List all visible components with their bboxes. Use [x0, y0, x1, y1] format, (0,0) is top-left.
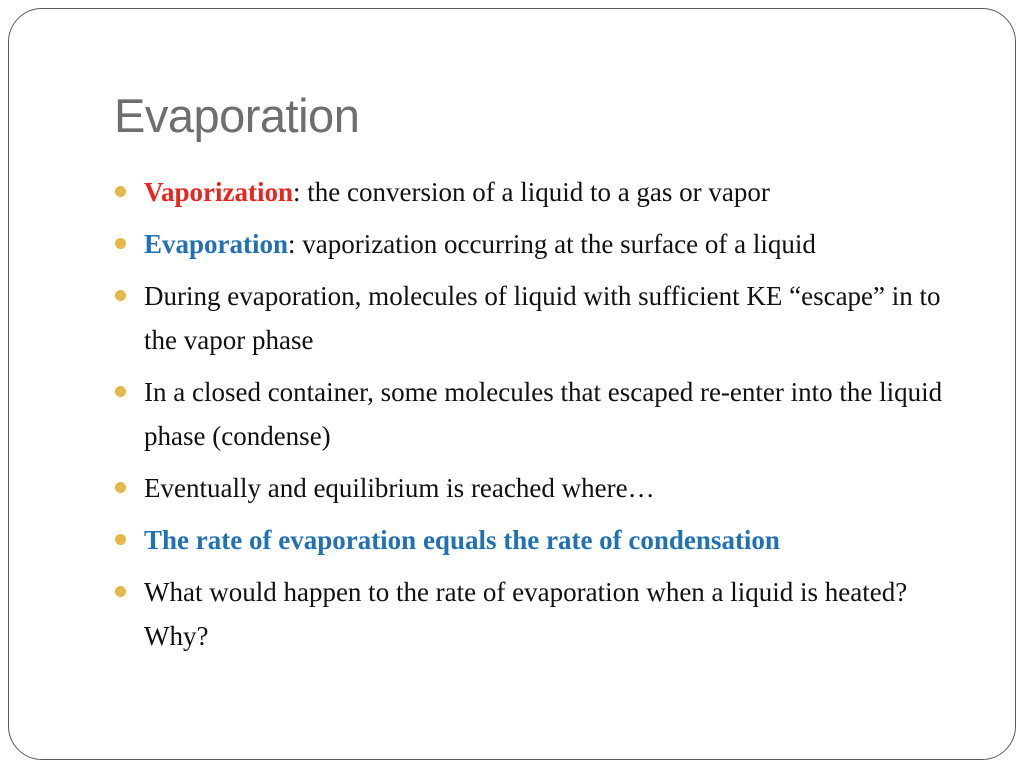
bullet-item-equilibrium — [112, 466, 972, 510]
term-evaporation: Evaporation — [144, 229, 289, 259]
bullet-text: Eventually and equilibrium is reached where… — [144, 473, 655, 503]
bullet-dot-icon — [115, 186, 126, 197]
slide-title: Evaporation — [114, 89, 360, 142]
definition-evaporation: : vaporization occurring at the surface of a liquid — [288, 229, 816, 259]
bullet-item-vaporization — [112, 170, 972, 214]
bullet-text: In a closed container, some molecules that escaped re-enter into the liquid phase (condense) — [144, 377, 943, 451]
bullet-dot-icon — [115, 386, 126, 397]
bullet-text: What would happen to the rate of evaporation when a liquid is heated? Why? — [144, 577, 908, 651]
bullet-item-during-evaporation — [112, 274, 972, 362]
bullet-item-question — [112, 570, 972, 658]
term-vaporization: Vaporization — [144, 177, 294, 207]
bullet-text-highlight: The rate of evaporation equals the rate of condensation — [144, 525, 780, 555]
bullet-item-closed-container — [112, 370, 972, 458]
bullet-dot-icon — [115, 586, 126, 597]
bullet-item-rate-equality — [112, 518, 972, 562]
bullet-dot-icon — [115, 482, 126, 493]
bullet-dot-icon — [115, 238, 126, 249]
bullet-item-evaporation — [112, 222, 972, 266]
bullet-dot-icon — [115, 290, 126, 301]
definition-vaporization: : the conversion of a liquid to a gas or vapor — [293, 177, 770, 207]
bullet-dot-icon — [115, 534, 126, 545]
bullet-list — [112, 170, 972, 666]
bullet-text: During evaporation, molecules of liquid with sufficient KE “escape” in to the vapor phase — [144, 281, 941, 355]
